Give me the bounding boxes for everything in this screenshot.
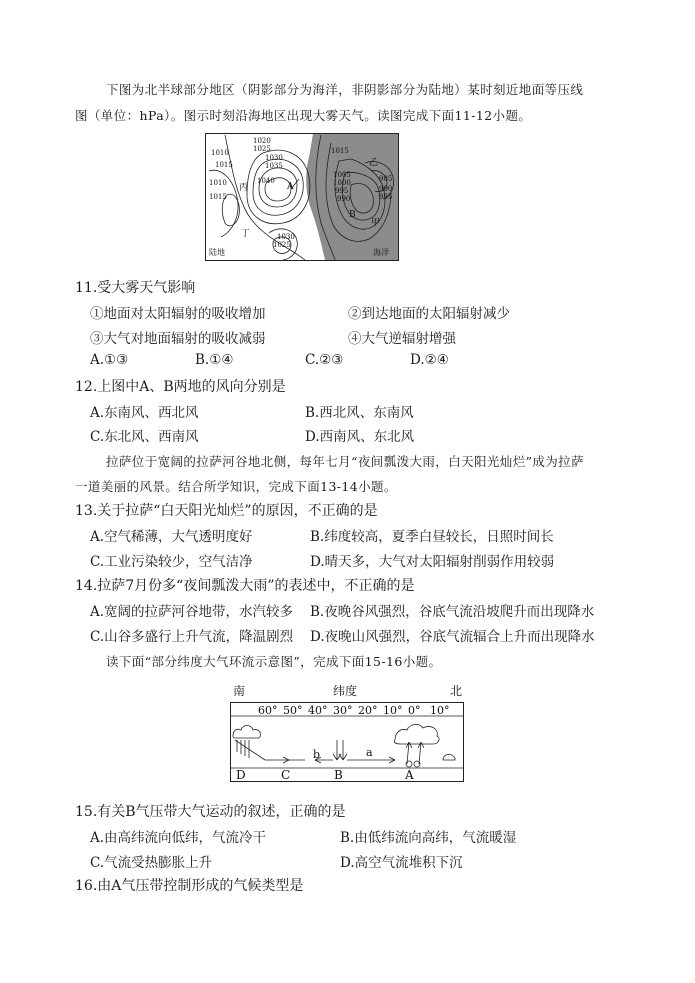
q14-option-c: C.山谷多盛行上升气流，降温剧烈 (90, 629, 294, 645)
belt-a-label: A (405, 768, 414, 782)
q11-statement-1: ①地面对太阳辐射的吸收增加 (90, 306, 266, 322)
isobar-label: 995 (335, 187, 349, 195)
q11-statement-3: ③大气对地面辐射的吸收减弱 (90, 331, 266, 347)
isobar-label: 1025 (253, 145, 271, 153)
q11-statement-4: ④大气逆辐射增强 (348, 331, 456, 347)
point-jia-label: 甲 (371, 218, 381, 228)
q13-option-a: A.空气稀薄，大气透明度好 (90, 529, 253, 545)
north-label: 北 (450, 684, 463, 698)
q16-stem: 16.由A气压带控制形成的气候类型是 (75, 878, 304, 894)
q11-option-b: B.①④ (195, 352, 234, 368)
latitude-title: 纬度 (333, 684, 358, 698)
lat-tick: 10° (430, 704, 450, 717)
q11-option-a: A.①③ (90, 352, 129, 368)
sea-label: 海洋 (373, 248, 389, 257)
lat-tick: 10° (383, 704, 403, 717)
isobar-label: 990 (337, 195, 351, 203)
q12-option-c: C.东北风、西南风 (90, 429, 199, 445)
lat-tick: 20° (358, 704, 378, 717)
q11-option-d: D.②④ (410, 352, 449, 368)
point-ding-label: 丁 (241, 229, 251, 239)
intro-2-line-1: 拉萨位于宽阔的拉萨河谷地北侧，每年七月“夜间瓢泼大雨，白天阳光灿烂”成为拉萨 (106, 454, 584, 469)
belt-b-label: B (334, 768, 343, 782)
land-label: 陆地 (209, 248, 225, 257)
point-yi-label: 乙 (369, 158, 379, 168)
q15-option-d: D.高空气流堆积下沉 (340, 855, 463, 871)
intro-1-line-2: 图（单位：hPa）。图示时刻沿海地区出现大雾天气。读图完成下面11-12小题。 (75, 108, 532, 123)
isobar-label: 1015 (215, 161, 233, 169)
isobar-label: 1030 (277, 233, 295, 241)
isobar-label: 1025 (273, 241, 291, 249)
isobar-label: 1040 (257, 177, 275, 185)
q14-option-b: B.夜晚谷风强烈，谷底气流沿坡爬升而出现降水 (310, 604, 595, 620)
q15-option-b: B.由低纬流向高纬，气流暖湿 (340, 830, 517, 846)
circulation-diagram (225, 680, 470, 783)
q11-option-c: C.②③ (305, 352, 344, 368)
point-a-label: A (287, 182, 294, 192)
lat-tick: 40° (308, 704, 328, 717)
intro-2-line-2: 一道美丽的风景。结合所学知识，完成下面13-14小题。 (75, 479, 397, 494)
q13-option-b: B.纬度较高，夏季白昼较长，日照时间长 (310, 529, 554, 545)
q11-statement-2: ②到达地面的太阳辐射减少 (348, 306, 510, 322)
isobar-label: 1020 (253, 137, 271, 145)
isobar-label: 995 (379, 193, 393, 201)
isobar-label: 1010 (211, 149, 229, 157)
belt-c-label: C (281, 768, 291, 782)
lat-tick: 50° (283, 704, 303, 717)
q15-option-c: C.气流受热膨胀上升 (90, 855, 213, 871)
q14-option-a: A.宽阔的拉萨河谷地带，水汽较多 (90, 604, 294, 620)
q13-option-d: D.晴天多，大气对太阳辐射削弱作用较弱 (310, 554, 555, 570)
q13-stem: 13.关于拉萨“白天阳光灿烂”的原因，不正确的是 (75, 503, 378, 519)
point-bing-label: 丙 (239, 183, 249, 193)
lat-tick: 30° (333, 704, 353, 717)
isobar-label: 1000 (333, 179, 351, 187)
lat-tick: 60° (258, 704, 278, 717)
flow-a-label: a (366, 746, 373, 759)
lat-tick: 0° (408, 704, 421, 717)
q12-option-b: B.西北风、东南风 (305, 405, 414, 421)
q12-stem: 12.上图中A、B两地的风向分别是 (75, 379, 286, 395)
isobar-label: 1015 (331, 147, 349, 155)
isobar-label: 1015 (209, 193, 227, 201)
isobar-label: 990 (379, 185, 393, 193)
q15-stem: 15.有关B气压带大气运动的叙述，正确的是 (75, 804, 346, 820)
q14-stem: 14.拉萨7月份多“夜间瓢泼大雨”的表述中，不正确的是 (75, 578, 415, 594)
isobar-label: 1010 (209, 179, 227, 187)
isobar-label: 985 (379, 175, 393, 183)
south-label: 南 (233, 684, 246, 698)
belt-d-label: D (236, 768, 246, 782)
q12-option-a: A.东南风、西北风 (90, 405, 199, 421)
isobar-label: 1005 (333, 171, 351, 179)
q11-stem: 11.受大雾天气影响 (75, 280, 196, 296)
intro-3-line-1: 读下面“部分纬度大气环流示意图”，完成下面15-16小题。 (106, 654, 442, 669)
intro-1-line-1: 下图为北半球部分地区（阴影部分为海洋，非阴影部分为陆地）某时刻近地面等压线 (106, 82, 584, 97)
q12-option-d: D.西南风、东北风 (305, 429, 415, 445)
q15-option-a: A.由高纬流向低纬，气流冷干 (90, 830, 267, 846)
q14-option-d: D.夜晚山风强烈，谷底气流辐合上升而出现降水 (310, 629, 595, 645)
q13-option-c: C.工业污染较少，空气洁净 (90, 554, 253, 570)
isobar-label: 1035 (265, 162, 283, 170)
flow-b-label: b (313, 748, 321, 761)
point-b-label: B (349, 210, 356, 220)
isobar-map (205, 133, 399, 261)
isobar-label: 1030 (265, 154, 283, 162)
